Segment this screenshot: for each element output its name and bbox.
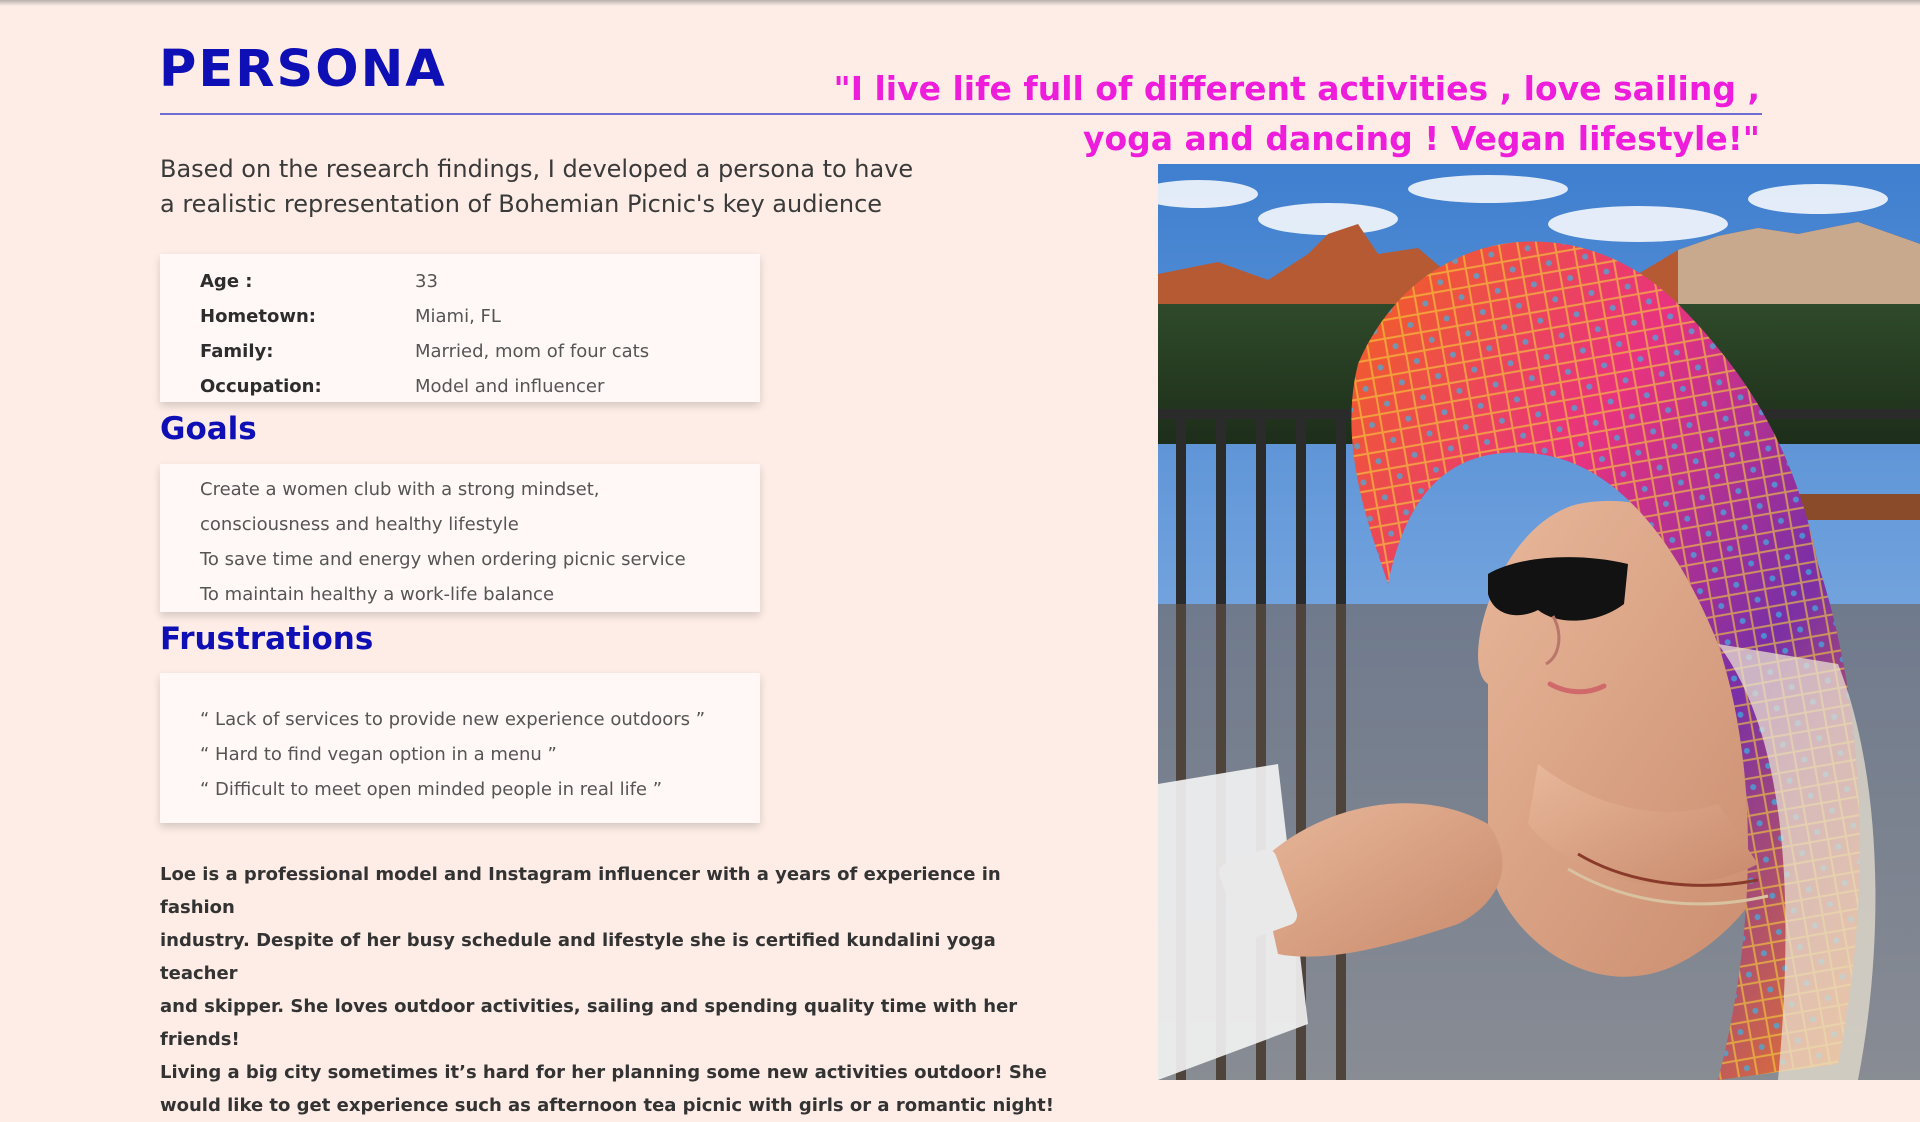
profile-label: Family: (200, 341, 274, 362)
profile-label: Age : (200, 271, 253, 292)
profile-row-age (200, 264, 760, 299)
bio-line: would like to get experience such as afternoon tea picnic with girls or a romantic night! (160, 1095, 1054, 1116)
quote-line-2: yoga and dancing ! Vegan lifestyle!" (1082, 119, 1760, 158)
persona-bio (160, 858, 1060, 1122)
profile-value: Miami, FL (415, 306, 501, 327)
goals-card (160, 464, 760, 612)
profile-label: Occupation: (200, 376, 322, 397)
profile-value: Model and influencer (415, 376, 605, 397)
page-title: PERSONA (159, 40, 447, 99)
bio-line: Loe is a professional model and Instagram influencer with a years of experience in fashion (160, 864, 1001, 918)
profile-card (160, 254, 760, 402)
profile-row-hometown (200, 299, 760, 334)
goal-item: consciousness and healthy lifestyle (200, 514, 519, 535)
intro-text (160, 152, 950, 222)
profile-row-occupation (200, 369, 760, 404)
goal-item: To maintain healthy a work-life balance (200, 584, 555, 605)
bio-line: industry. Despite of her busy schedule and lifestyle she is certified kundalini yoga teacher (160, 930, 996, 984)
profile-row-family (200, 334, 760, 369)
goals-heading: Goals (160, 411, 257, 447)
profile-value: 33 (415, 271, 438, 292)
bio-line: Living a big city sometimes it’s hard for her planning some new activities outdoor! She (160, 1062, 1047, 1083)
frustrations-heading: Frustrations (160, 621, 374, 657)
profile-label: Hometown: (200, 306, 317, 327)
frustrations-card (160, 673, 760, 823)
intro-line-2: a realistic representation of Bohemian Picnic's key audience (160, 190, 883, 218)
frustration-item: “ Hard to find vegan option in a menu ” (200, 744, 557, 765)
persona-photo (1158, 164, 1920, 1080)
top-shadow (0, 0, 1920, 6)
frustration-item: “ Difficult to meet open minded people in real life ” (200, 779, 663, 800)
frustration-item: “ Lack of services to provide new experience outdoors ” (200, 709, 706, 730)
intro-line-1: Based on the research findings, I developed a persona to have (160, 155, 914, 183)
persona-photo-illustration (1158, 164, 1920, 1080)
quote-line-1: "I live life full of different activities , love sailing , (833, 69, 1760, 108)
goal-item: Create a women club with a strong mindset, (200, 479, 600, 500)
bio-line: and skipper. She loves outdoor activities, sailing and spending quality time with her friends! (160, 996, 1018, 1050)
profile-value: Married, mom of four cats (415, 341, 650, 362)
goal-item: To save time and energy when ordering picnic service (200, 549, 686, 570)
persona-quote (760, 64, 1760, 164)
